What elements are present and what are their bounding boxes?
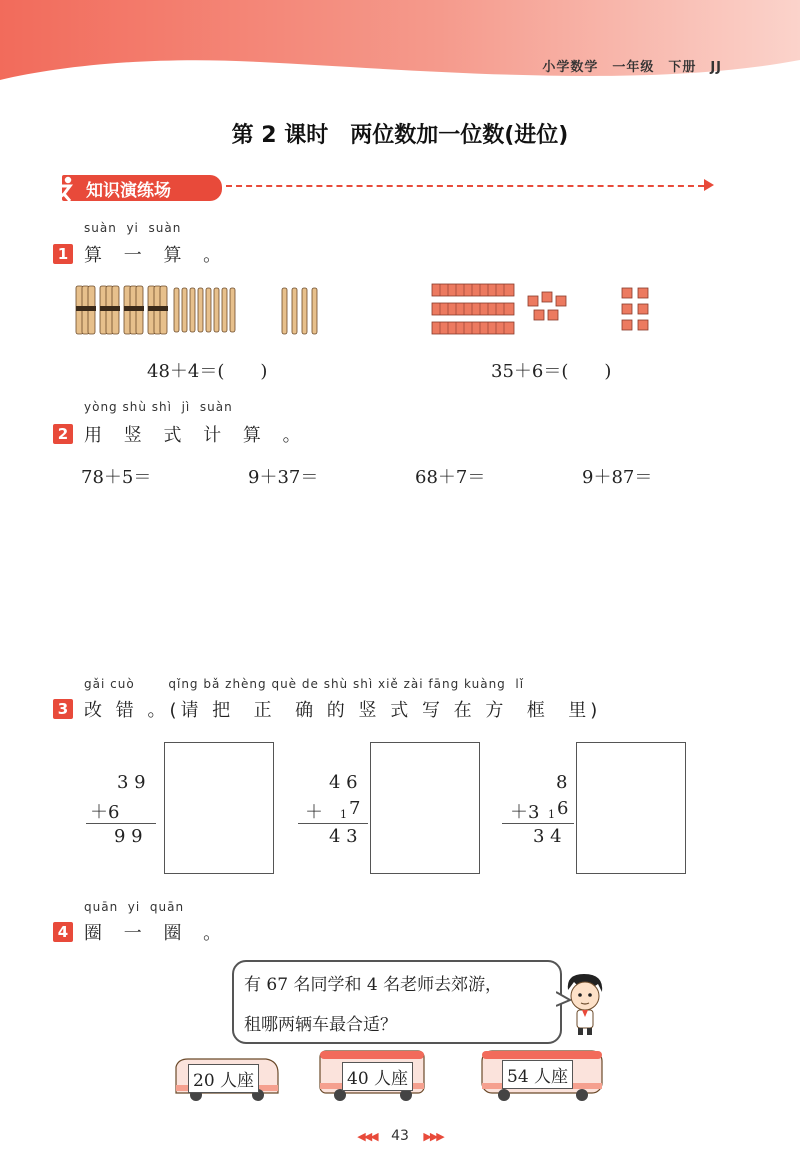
q2-item: 9＋37＝: [248, 467, 319, 488]
page-number: 43: [391, 1128, 409, 1144]
q3-p2-plus: ＋: [305, 802, 323, 823]
q4-pinyin: quān yi quān: [84, 900, 185, 914]
q4-number-badge: 4: [53, 922, 73, 942]
q3-answer-box-2[interactable]: [370, 742, 480, 874]
header-band: [0, 0, 800, 95]
q3-p1-top: 3 9: [117, 772, 146, 793]
q4-instruction: 圈 一 圈 。: [84, 923, 230, 944]
arrow-right-icon: [704, 179, 714, 191]
q2-pinyin: yòng shù shì jì suàn: [84, 400, 233, 414]
next-arrows-icon: ▶▶▶: [423, 1130, 443, 1143]
q1-pinyin: suàn yi suàn: [84, 221, 182, 235]
q2-item: 78＋5＝: [81, 467, 152, 488]
q1-equation-2: 35＋6＝( ): [491, 361, 612, 382]
q1-equation-1: 48＋4＝( ): [147, 361, 268, 382]
speech-line-1: 有 67 名同学和 4 名老师去郊游，: [244, 975, 503, 995]
q3-p2-line: [298, 823, 368, 824]
q3-pinyin: gǎi cuò qǐng bǎ zhèng què de shù shì xiě zài fāng kuàng lǐ: [84, 677, 525, 691]
q3-p3-result: 3 4: [533, 826, 562, 847]
q1-instruction: 算 一 算 。: [84, 245, 230, 266]
ones-cubes-image: [620, 286, 660, 334]
q3-p3-carry: 1: [548, 808, 555, 821]
q2-instruction: 用 竖 式 计 算 。: [84, 425, 309, 446]
section-title: 知识演练场: [86, 181, 171, 201]
q3-answer-box-1[interactable]: [164, 742, 274, 874]
book-info: 小学数学 一年级 下册 JJ: [542, 60, 722, 75]
q3-p3-addend: 6: [557, 798, 569, 819]
prev-arrows-icon: ◀◀◀: [357, 1130, 377, 1143]
q3-p1-addend: ＋6: [90, 802, 120, 823]
q3-instruction: 改 错 。(请 把 正 确 的 竖 式 写 在 方 框 里): [84, 700, 602, 721]
q3-p3-plus: ＋3: [510, 802, 540, 823]
bus-label-54[interactable]: 54 人座: [502, 1060, 573, 1089]
q3-p3-top: 8: [556, 772, 568, 793]
q3-p2-carry: 1: [340, 808, 347, 821]
q3-p1-result: 9 9: [114, 826, 143, 847]
lesson-title: 第 2 课时 两位数加一位数(进位): [231, 123, 569, 148]
q3-answer-box-3[interactable]: [576, 742, 686, 874]
q3-p3-line: [502, 823, 574, 824]
q1-number-badge: 1: [53, 244, 73, 264]
q3-p2-top: 4 6: [329, 772, 358, 793]
loose-sticks-image: [280, 286, 324, 336]
q2-item: 9＋87＝: [582, 467, 653, 488]
dashed-divider: [226, 185, 704, 187]
bundled-sticks-image: [74, 284, 254, 336]
bus-label-20[interactable]: 20 人座: [188, 1064, 259, 1093]
page-footer: [0, 1128, 800, 1144]
q3-p2-result: 4 3: [329, 826, 358, 847]
q3-p1-line: [86, 823, 156, 824]
speech-line-2: 租哪两辆车最合适？: [244, 1015, 397, 1035]
boy-character-image: [562, 970, 608, 1036]
q2-number-badge: 2: [53, 424, 73, 444]
tens-rods-image: [430, 282, 590, 338]
bus-label-40[interactable]: 40 人座: [342, 1062, 413, 1091]
q3-number-badge: 3: [53, 699, 73, 719]
q2-item: 68＋7＝: [415, 467, 486, 488]
runner-icon: [50, 174, 80, 202]
q3-p2-addend: 7: [349, 798, 361, 819]
